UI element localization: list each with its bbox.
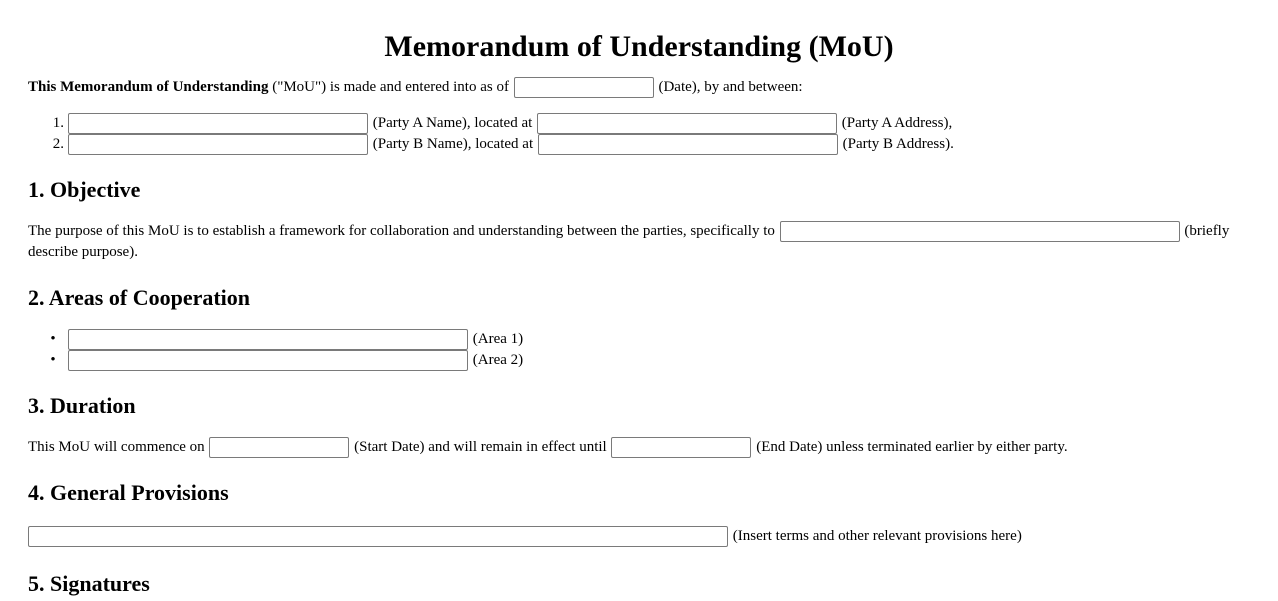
- intro-paragraph: [28, 77, 1250, 98]
- duration-paragraph: [28, 437, 1250, 458]
- objective-paragraph: [28, 221, 1250, 263]
- duration-text-start: This MoU will commence on: [28, 439, 209, 456]
- parties-list: [28, 113, 1250, 155]
- party-a-address-label: (Party A Address),: [838, 115, 953, 132]
- section-heading-signatures: 5. Signatures: [28, 571, 150, 597]
- party-b-name-label: (Party B Name), located at: [369, 136, 537, 153]
- provisions-input[interactable]: [28, 526, 728, 547]
- duration-text-middle: (Start Date) and will remain in effect until: [350, 439, 611, 456]
- intro-text-before-date: ("MoU") is made and entered into as of: [268, 79, 513, 95]
- intro-bold-text: This Memorandum of Understanding: [28, 79, 269, 95]
- party-b-address-label: (Party B Address).: [838, 136, 954, 153]
- section-heading-duration: 3. Duration: [28, 393, 136, 419]
- page-title: Memorandum of Understanding (MoU): [384, 30, 894, 63]
- end-date-input[interactable]: [611, 437, 751, 458]
- objective-text: The purpose of this MoU is to establish a framework for collaboration and understanding between the parties, specifically to: [28, 223, 779, 240]
- start-date-input[interactable]: [209, 437, 349, 458]
- area-item-1: [28, 329, 1250, 350]
- party-a-name-input[interactable]: [68, 113, 368, 134]
- provisions-label: (Insert terms and other relevant provisions here): [729, 528, 1022, 545]
- bullet: •: [50, 352, 56, 369]
- area-1-label: (Area 1): [469, 331, 524, 348]
- party-b-address-input[interactable]: [538, 134, 838, 155]
- section-heading-objective: 1. Objective: [28, 177, 141, 203]
- areas-list: [28, 329, 1250, 371]
- bullet: •: [50, 331, 56, 348]
- party-a-name-label: (Party A Name), located at: [369, 115, 537, 132]
- area-2-input[interactable]: [68, 350, 468, 371]
- section-heading-provisions: 4. General Provisions: [28, 480, 229, 506]
- area-2-label: (Area 2): [469, 352, 524, 369]
- party-item-a: [28, 113, 1250, 134]
- purpose-input[interactable]: [780, 221, 1180, 242]
- agreement-date-input[interactable]: [514, 77, 654, 98]
- party-a-address-input[interactable]: [537, 113, 837, 134]
- area-item-2: [28, 350, 1250, 371]
- area-1-input[interactable]: [68, 329, 468, 350]
- party-item-b: [28, 134, 1250, 155]
- intro-text-after-date: (Date), by and between:: [654, 79, 803, 95]
- purpose-label: (briefly describe purpose).: [28, 223, 1230, 261]
- party-number: 1.: [52, 115, 64, 132]
- party-b-name-input[interactable]: [68, 134, 368, 155]
- duration-text-end: (End Date) unless terminated earlier by either party.: [752, 439, 1068, 456]
- party-number: 2.: [52, 136, 64, 153]
- section-heading-cooperation: 2. Areas of Cooperation: [28, 285, 251, 311]
- provisions-paragraph: [28, 526, 1250, 547]
